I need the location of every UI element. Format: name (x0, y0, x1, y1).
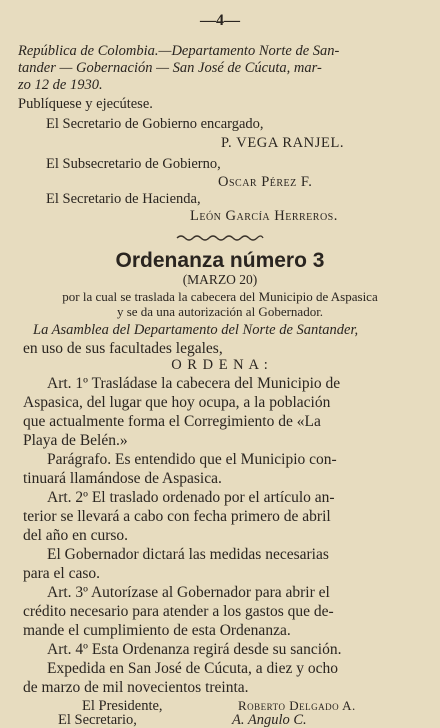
body-line: Art. 1º Trasládase la cabecera del Municipio de (47, 375, 341, 392)
sec-gobierno-name: P. VEGA RANJEL. (221, 135, 345, 151)
secretary-name: A. Angulo C. (232, 712, 307, 728)
body-line: Parágrafo. Es entendido que el Municipio con- (47, 451, 337, 468)
ordinance-subtitle-line-2: y se da una autorización al Gobernador. (116, 304, 324, 319)
decree-header-line-2: tander — Gobernación — San José de Cúcuta, mar- (18, 60, 322, 76)
ordinance-subtitle-line-1: por la cual se traslada la cabecera del Municipio de Aspasica (62, 289, 378, 304)
body-line: Aspasica, del lugar que hoy ocupa, a la población (23, 394, 331, 411)
body-line: para el caso. (23, 565, 101, 582)
body-line: de marzo de mil novecientos treinta. (23, 679, 249, 696)
body-line: crédito necesario para atender a los gastos que de- (23, 603, 334, 620)
body-line: que actualmente forma el Corregimiento de «La (23, 413, 321, 430)
body-line: mande el cumplimiento de esta Ordenanza. (23, 622, 291, 639)
ordinance-title: Ordenanza número 3 (115, 249, 325, 272)
ordena-heading: O R D E N A : (171, 357, 269, 373)
page-number: —4— (200, 12, 240, 29)
preamble-line-2: en uso de sus facultades legales, (23, 340, 223, 357)
hacienda-name: León García Herreros. (190, 208, 338, 224)
hacienda-label: El Secretario de Hacienda, (46, 191, 201, 207)
subsec-name: Oscar Pérez F. (218, 174, 313, 190)
body-line: terior se llevará a cabo con fecha primero de abril (23, 508, 331, 525)
ornament-divider (175, 234, 265, 242)
sec-gobierno-label: El Secretario de Gobierno encargado, (46, 116, 264, 132)
body-line: Playa de Belén.» (23, 432, 128, 449)
body-line: Art. 4º Esta Ordenanza regirá desde su sanción. (47, 641, 342, 658)
president-label: El Presidente, (82, 698, 163, 714)
ordinance-date: (MARZO 20) (182, 272, 258, 287)
body-line: Expedida en San José de Cúcuta, a diez y ocho (47, 660, 338, 677)
secretary-label: El Secretario, (58, 712, 137, 728)
body-line: del año en curso. (23, 527, 129, 544)
publish-text: Publíquese y ejecútese. (18, 96, 153, 112)
body-line: tinuará llamándose de Aspasica. (23, 470, 222, 487)
decree-header-line-1: República de Colombia.—Departamento Norte de San- (18, 43, 340, 59)
preamble-line-1: La Asamblea del Departamento del Norte de Santander, (33, 322, 359, 338)
decree-header-line-3: zo 12 de 1930. (18, 77, 103, 93)
subsec-label: El Subsecretario de Gobierno, (46, 156, 221, 172)
president-name: Roberto Delgado A. (238, 698, 356, 713)
body-line: El Gobernador dictará las medidas necesarias (47, 546, 329, 563)
body-line: Art. 2º El traslado ordenado por el artículo an- (47, 489, 335, 506)
body-line: Art. 3º Autorízase al Gobernador para abrir el (47, 584, 330, 601)
